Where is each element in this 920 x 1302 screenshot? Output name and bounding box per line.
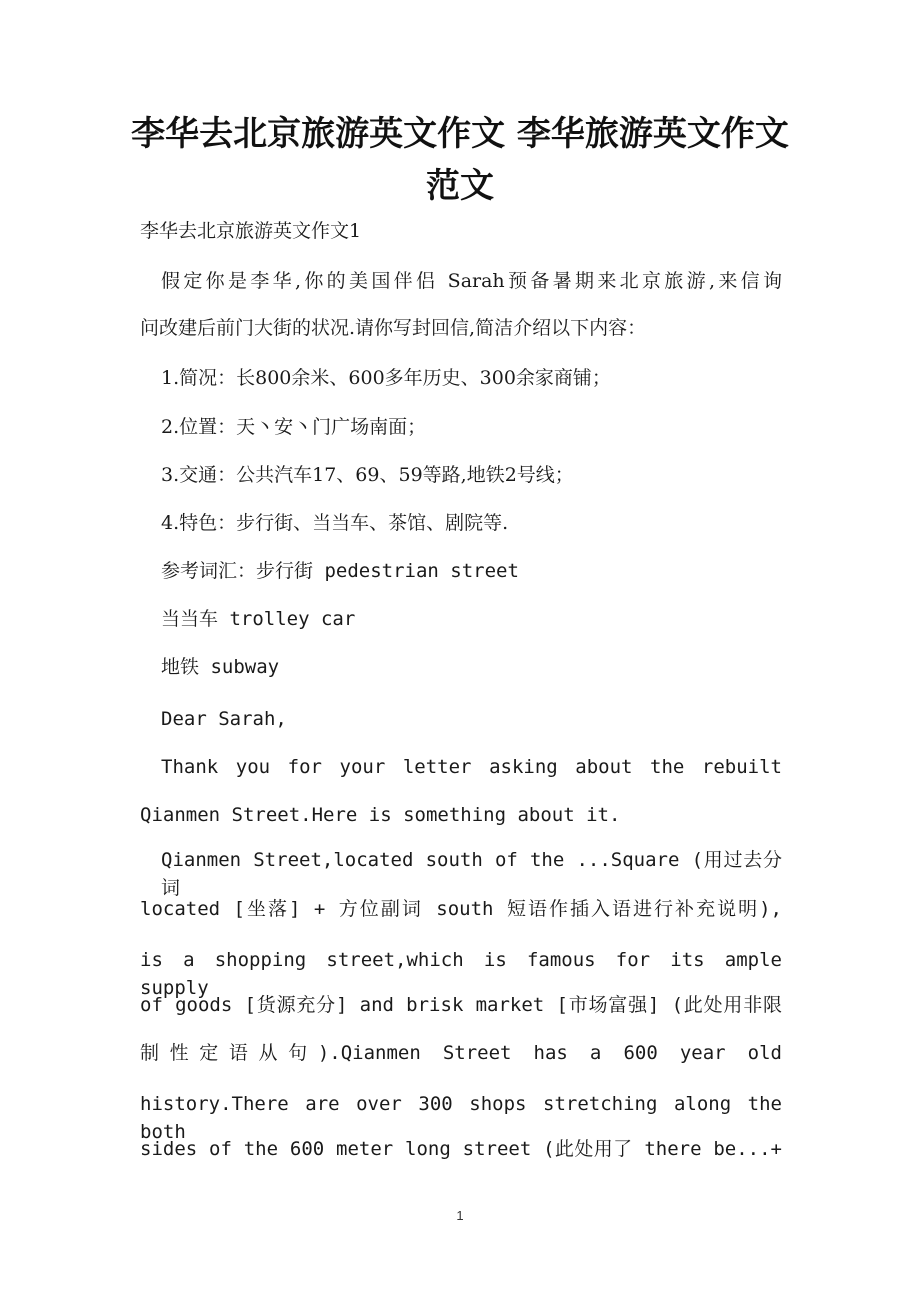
letter-salutation: Dear Sarah, [161, 708, 287, 730]
list-item: 4.特色：步行街、当当车、茶馆、剧院等. [161, 512, 509, 534]
vocabulary-line: 当当车 trolley car [161, 608, 356, 630]
letter-line: history.There are over 300 shops stretching along the both [140, 1093, 782, 1143]
section-heading: 李华去北京旅游英文作文1 [140, 220, 362, 242]
list-item: 1.简况：长800余米、600多年历史、300余家商铺； [161, 367, 611, 389]
paragraph-line: 问改建后前门大街的状况.请你写封回信,简洁介绍以下内容： [140, 317, 647, 339]
letter-line: Thank you for your letter asking about the rebuilt [161, 756, 782, 778]
letter-line: Qianmen Street.Here is something about it. [140, 804, 621, 826]
page-number: 1 [456, 1208, 464, 1223]
paragraph-line: 假定你是李华,你的美国伴侣 Sarah预备暑期来北京旅游,来信询 [161, 270, 782, 292]
letter-line: sides of the 600 meter long street (此处用了 there be...+ [140, 1138, 782, 1160]
vocabulary-line: 参考词汇：步行街 pedestrian street [161, 560, 519, 582]
letter-line: is a shopping street,which is famous for its ample supply [140, 949, 782, 999]
list-item: 3.交通：公共汽车17、69、59等路,地铁2号线； [161, 464, 574, 486]
letter-line: Qianmen Street,located south of the ...Square (用过去分词 [161, 849, 782, 899]
document-title: 李华去北京旅游英文作文 李华旅游英文作文范文 [131, 114, 789, 206]
list-item: 2.位置：天丶安丶门广场南面； [161, 416, 427, 438]
letter-line: of goods [货源充分] and brisk market [市场富强] (此处用非限 [140, 994, 782, 1016]
vocabulary-line: 地铁 subway [161, 656, 280, 678]
letter-line: located [坐落] + 方位副词 south 短语作插入语进行补充说明), [140, 898, 782, 920]
letter-line: 制性定语从句).Qianmen Street has a 600 year old [140, 1042, 782, 1064]
